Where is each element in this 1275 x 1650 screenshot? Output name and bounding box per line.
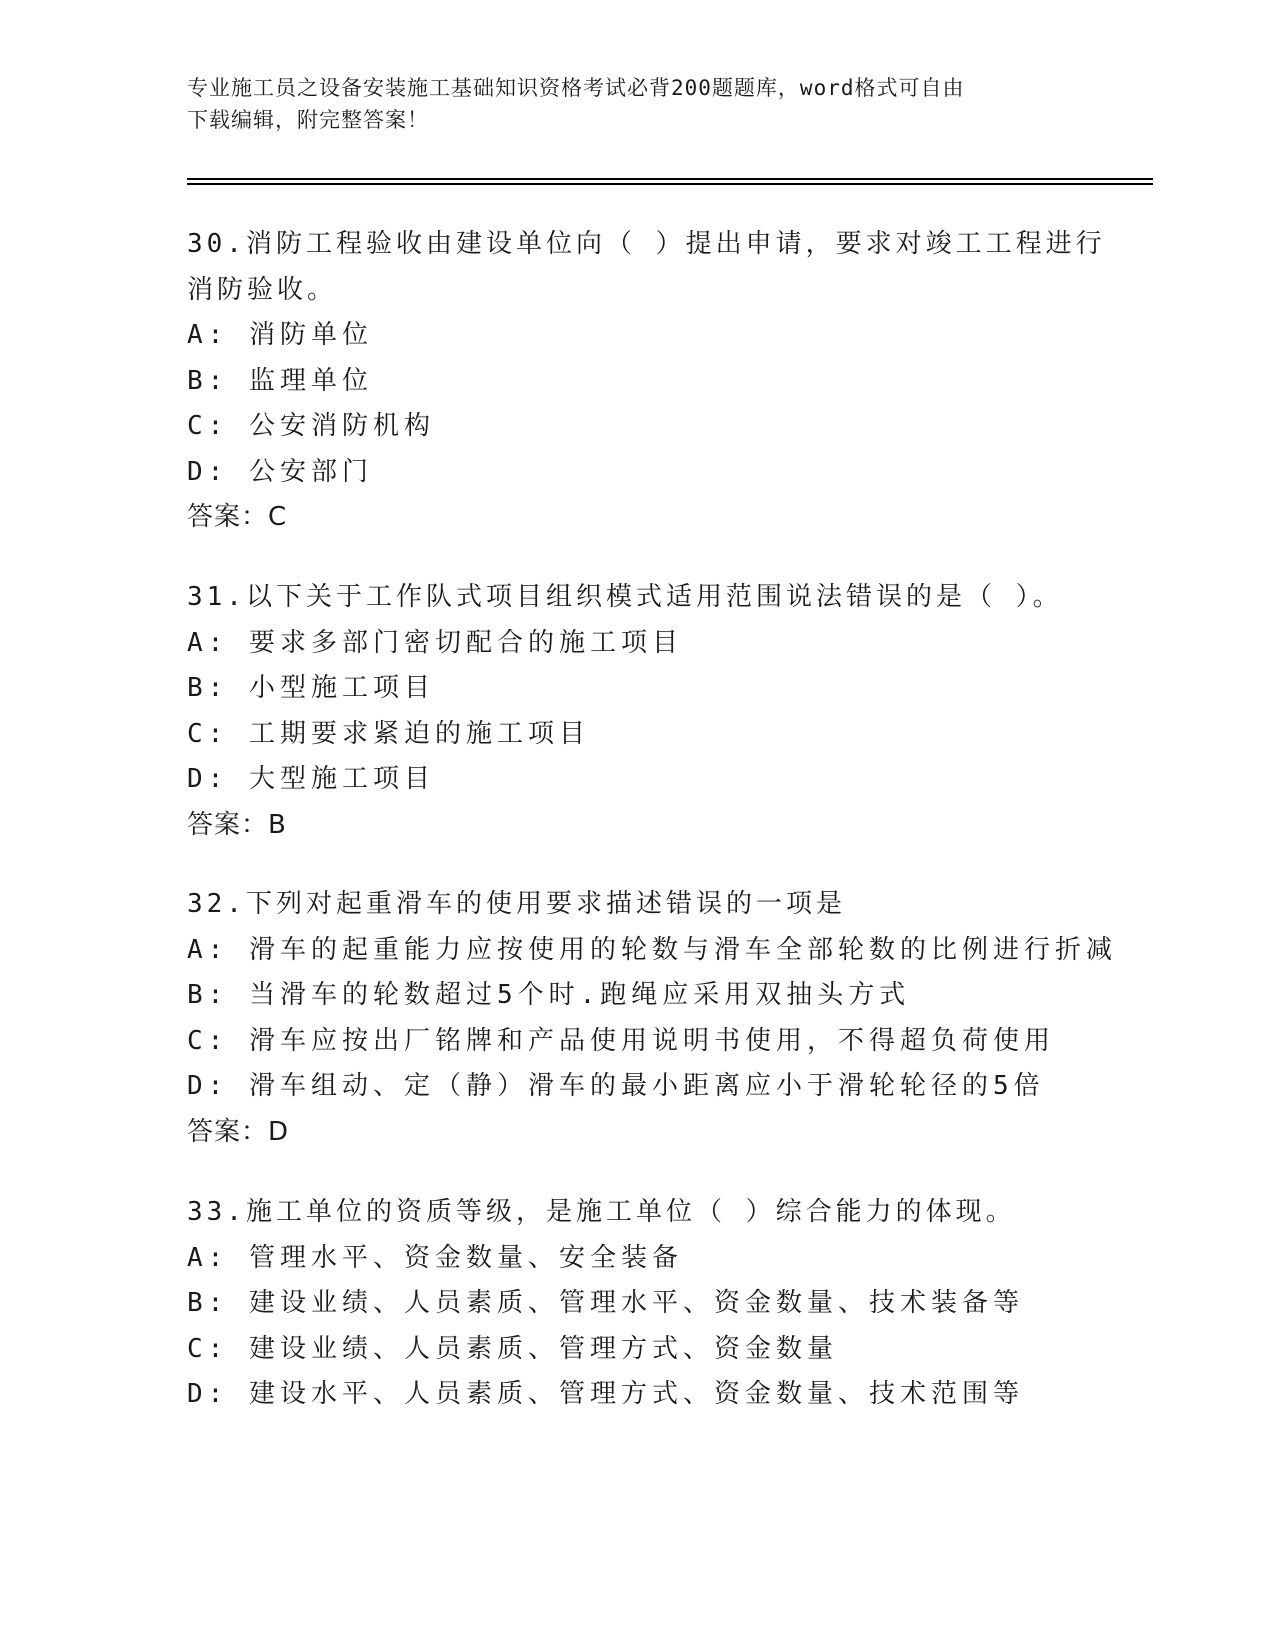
header-divider-bottom bbox=[187, 183, 1153, 185]
answer-label: 答案：D bbox=[187, 1116, 290, 1147]
option-a: A: 管理水平、资金数量、安全装备 bbox=[187, 1242, 683, 1273]
option-a: A: 要求多部门密切配合的施工项目 bbox=[187, 627, 683, 658]
option-c: C: 建设业绩、人员素质、管理方式、资金数量 bbox=[187, 1333, 838, 1364]
option-c: C: 公安消防机构 bbox=[187, 411, 435, 441]
header-line-1: 专业施工员之设备安装施工基础知识资格考试必背200题题库，word格式可自由 bbox=[187, 76, 965, 100]
option-d: D: 滑车组动、定（静）滑车的最小距离应小于滑轮轮径的5倍 bbox=[187, 1071, 1045, 1101]
option-b: B: 小型施工项目 bbox=[187, 673, 435, 703]
header-line-2: 下载编辑，附完整答案！ bbox=[187, 108, 429, 132]
option-d: D: 大型施工项目 bbox=[187, 764, 435, 794]
option-c: C: 滑车应按出厂铭牌和产品使用说明书使用，不得超负荷使用 bbox=[187, 1025, 1055, 1056]
document-header bbox=[187, 72, 1087, 136]
question-stem: 32.下列对起重滑车的使用要求描述错误的一项是 bbox=[187, 889, 846, 919]
header-divider-top bbox=[187, 178, 1153, 180]
question-32 bbox=[187, 882, 1117, 1155]
question-stem: 31.以下关于工作队式项目组织模式适用范围说法错误的是（ ）。 bbox=[187, 582, 1063, 612]
question-31 bbox=[187, 575, 1107, 848]
answer-label: 答案：C bbox=[187, 502, 288, 532]
question-stem: 消防验收。 bbox=[187, 274, 338, 305]
option-d: D: 公安部门 bbox=[187, 456, 373, 487]
option-d: D: 建设水平、人员素质、管理方式、资金数量、技术范围等 bbox=[187, 1379, 1024, 1409]
question-stem: 30.消防工程验收由建设单位向（ ）提出申请，要求对竣工工程进行 bbox=[187, 229, 1106, 259]
question-33 bbox=[187, 1190, 1107, 1418]
option-c: C: 工期要求紧迫的施工项目 bbox=[187, 718, 590, 749]
option-b: B: 当滑车的轮数超过5个时.跑绳应采用双抽头方式 bbox=[187, 980, 911, 1010]
option-b: B: 监理单位 bbox=[187, 365, 373, 396]
question-30 bbox=[187, 222, 1107, 541]
answer-label: 答案：B bbox=[187, 809, 287, 840]
option-a: A: 滑车的起重能力应按使用的轮数与滑车全部轮数的比例进行折减 bbox=[187, 934, 1117, 965]
option-b: B: 建设业绩、人员素质、管理水平、资金数量、技术装备等 bbox=[187, 1288, 1024, 1318]
option-a: A: 消防单位 bbox=[187, 320, 373, 350]
question-stem: 33.施工单位的资质等级，是施工单位（ ）综合能力的体现。 bbox=[187, 1197, 1016, 1227]
